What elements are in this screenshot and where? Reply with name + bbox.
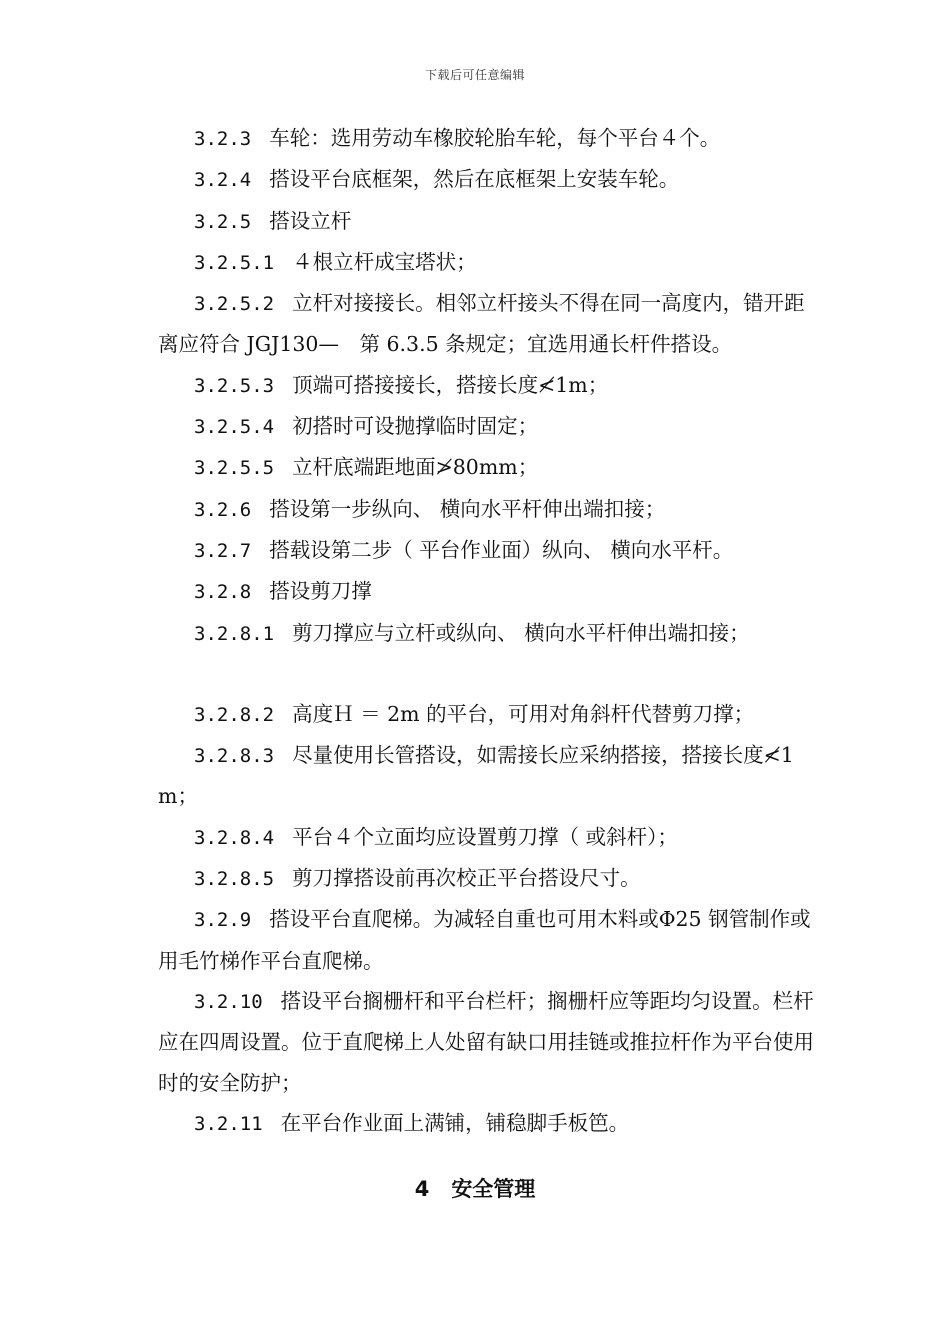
clause-number: 3.2.5.1 xyxy=(194,251,275,274)
clause-number: 3.2.5.4 xyxy=(194,416,275,439)
paragraph xyxy=(158,283,823,365)
clause-text: ４根立杆成宝塔状； xyxy=(292,249,477,274)
clause-number: 3.2.8 xyxy=(194,581,252,604)
clause-text: 顶端可搭接接长，搭接长度≮1m； xyxy=(292,372,609,397)
paragraph xyxy=(158,530,823,571)
clause-number: 3.2.4 xyxy=(194,169,252,192)
clause-text: 高度Ｈ ＝ 2m 的平台，可用对角斜杆代替剪刀撑； xyxy=(292,701,755,726)
section-number: 4 xyxy=(414,1177,430,1201)
clause-number: 3.2.3 xyxy=(194,128,252,150)
clause-number: 3.2.9 xyxy=(194,909,252,932)
clause-number: 3.2.11 xyxy=(194,1112,263,1135)
clause-text: 在平台作业面上满铺，铺稳脚手板笆。 xyxy=(280,1110,630,1135)
paragraph xyxy=(158,694,823,735)
clause-text: 初搭时可设抛撑临时固定； xyxy=(292,414,539,439)
paragraph xyxy=(158,242,823,283)
paragraph xyxy=(158,159,823,200)
clause-number: 3.2.5.2 xyxy=(194,293,275,316)
clause-text: 尽量使用长管搭设，如需接长应采纳搭接，搭接长度≮1m； xyxy=(158,743,794,809)
clause-text: 搭设平台底框架，然后在底框架上安装车轮。 xyxy=(269,167,680,192)
paragraph xyxy=(158,447,823,488)
clause-number: 3.2.8.3 xyxy=(194,745,275,768)
section-heading xyxy=(0,1173,950,1203)
clause-number: 3.2.8.4 xyxy=(194,826,275,849)
clause-text: 搭设平台直爬梯。为减轻自重也可用木料或Φ25 钢管制作或用毛竹梯作平台直爬梯。 xyxy=(158,907,811,973)
paragraph xyxy=(158,613,823,654)
blank-line xyxy=(158,654,823,694)
clause-number: 3.2.5 xyxy=(194,210,252,233)
clause-text: 立杆对接接长。相邻立杆接头不得在同一高度内，错开距离应符合 JGJ130— 第 6.3.5 条规定；宜选用通长杆件搭设。 xyxy=(158,291,805,357)
clause-text: 搭载设第二步（ 平台作业面）纵向、 横向水平杆。 xyxy=(269,537,734,562)
paragraph xyxy=(158,817,823,858)
clause-text: 车轮：选用劳动车橡胶轮胎车轮，每个平台４个。 xyxy=(269,126,721,150)
clause-text: 搭设第一步纵向、 横向水平杆伸出端扣接； xyxy=(269,496,666,521)
paragraph xyxy=(158,365,823,406)
clause-text: 剪刀撑搭设前再次校正平台搭设尺寸。 xyxy=(292,866,641,891)
clause-text: 剪刀撑应与立杆或纵向、 横向水平杆伸出端扣接； xyxy=(292,620,750,645)
clause-text: 搭设立杆 xyxy=(269,208,352,233)
section-title: 安全管理 xyxy=(451,1177,536,1201)
clause-text: 搭设平台搁栅杆和平台栏杆；搁栅杆应等距均匀设置。栏杆应在四周设置。位于直爬梯上人处留有缺口用挂链或推拉杆作为平台使用时的安全防护； xyxy=(158,988,814,1095)
paragraph xyxy=(158,118,823,159)
clause-number: 3.2.8.5 xyxy=(194,868,275,891)
paragraph xyxy=(158,981,823,1103)
clause-number: 3.2.8.2 xyxy=(194,703,275,726)
clause-text: 搭设剪刀撑 xyxy=(269,579,372,604)
clause-number: 3.2.10 xyxy=(194,990,263,1013)
clause-number: 3.2.6 xyxy=(194,498,252,521)
clause-number: 3.2.5.3 xyxy=(194,374,275,397)
paragraph xyxy=(158,899,823,981)
clause-number: 3.2.7 xyxy=(194,539,252,562)
paragraph xyxy=(158,1103,823,1144)
paragraph xyxy=(158,406,823,447)
paragraph xyxy=(158,201,823,242)
clause-number: 3.2.8.1 xyxy=(194,622,275,645)
paragraph xyxy=(158,735,823,817)
paragraph xyxy=(158,858,823,899)
clause-text: 平台４个立面均应设置剪刀撑（ 或斜杆）； xyxy=(292,824,678,849)
document-body xyxy=(158,118,823,1144)
page-header: 下载后可任意编辑 xyxy=(424,68,525,82)
paragraph xyxy=(158,489,823,530)
clause-number: 3.2.5.5 xyxy=(194,457,275,480)
paragraph xyxy=(158,571,823,612)
clause-text: 立杆底端距地面≯80mm； xyxy=(292,455,539,480)
